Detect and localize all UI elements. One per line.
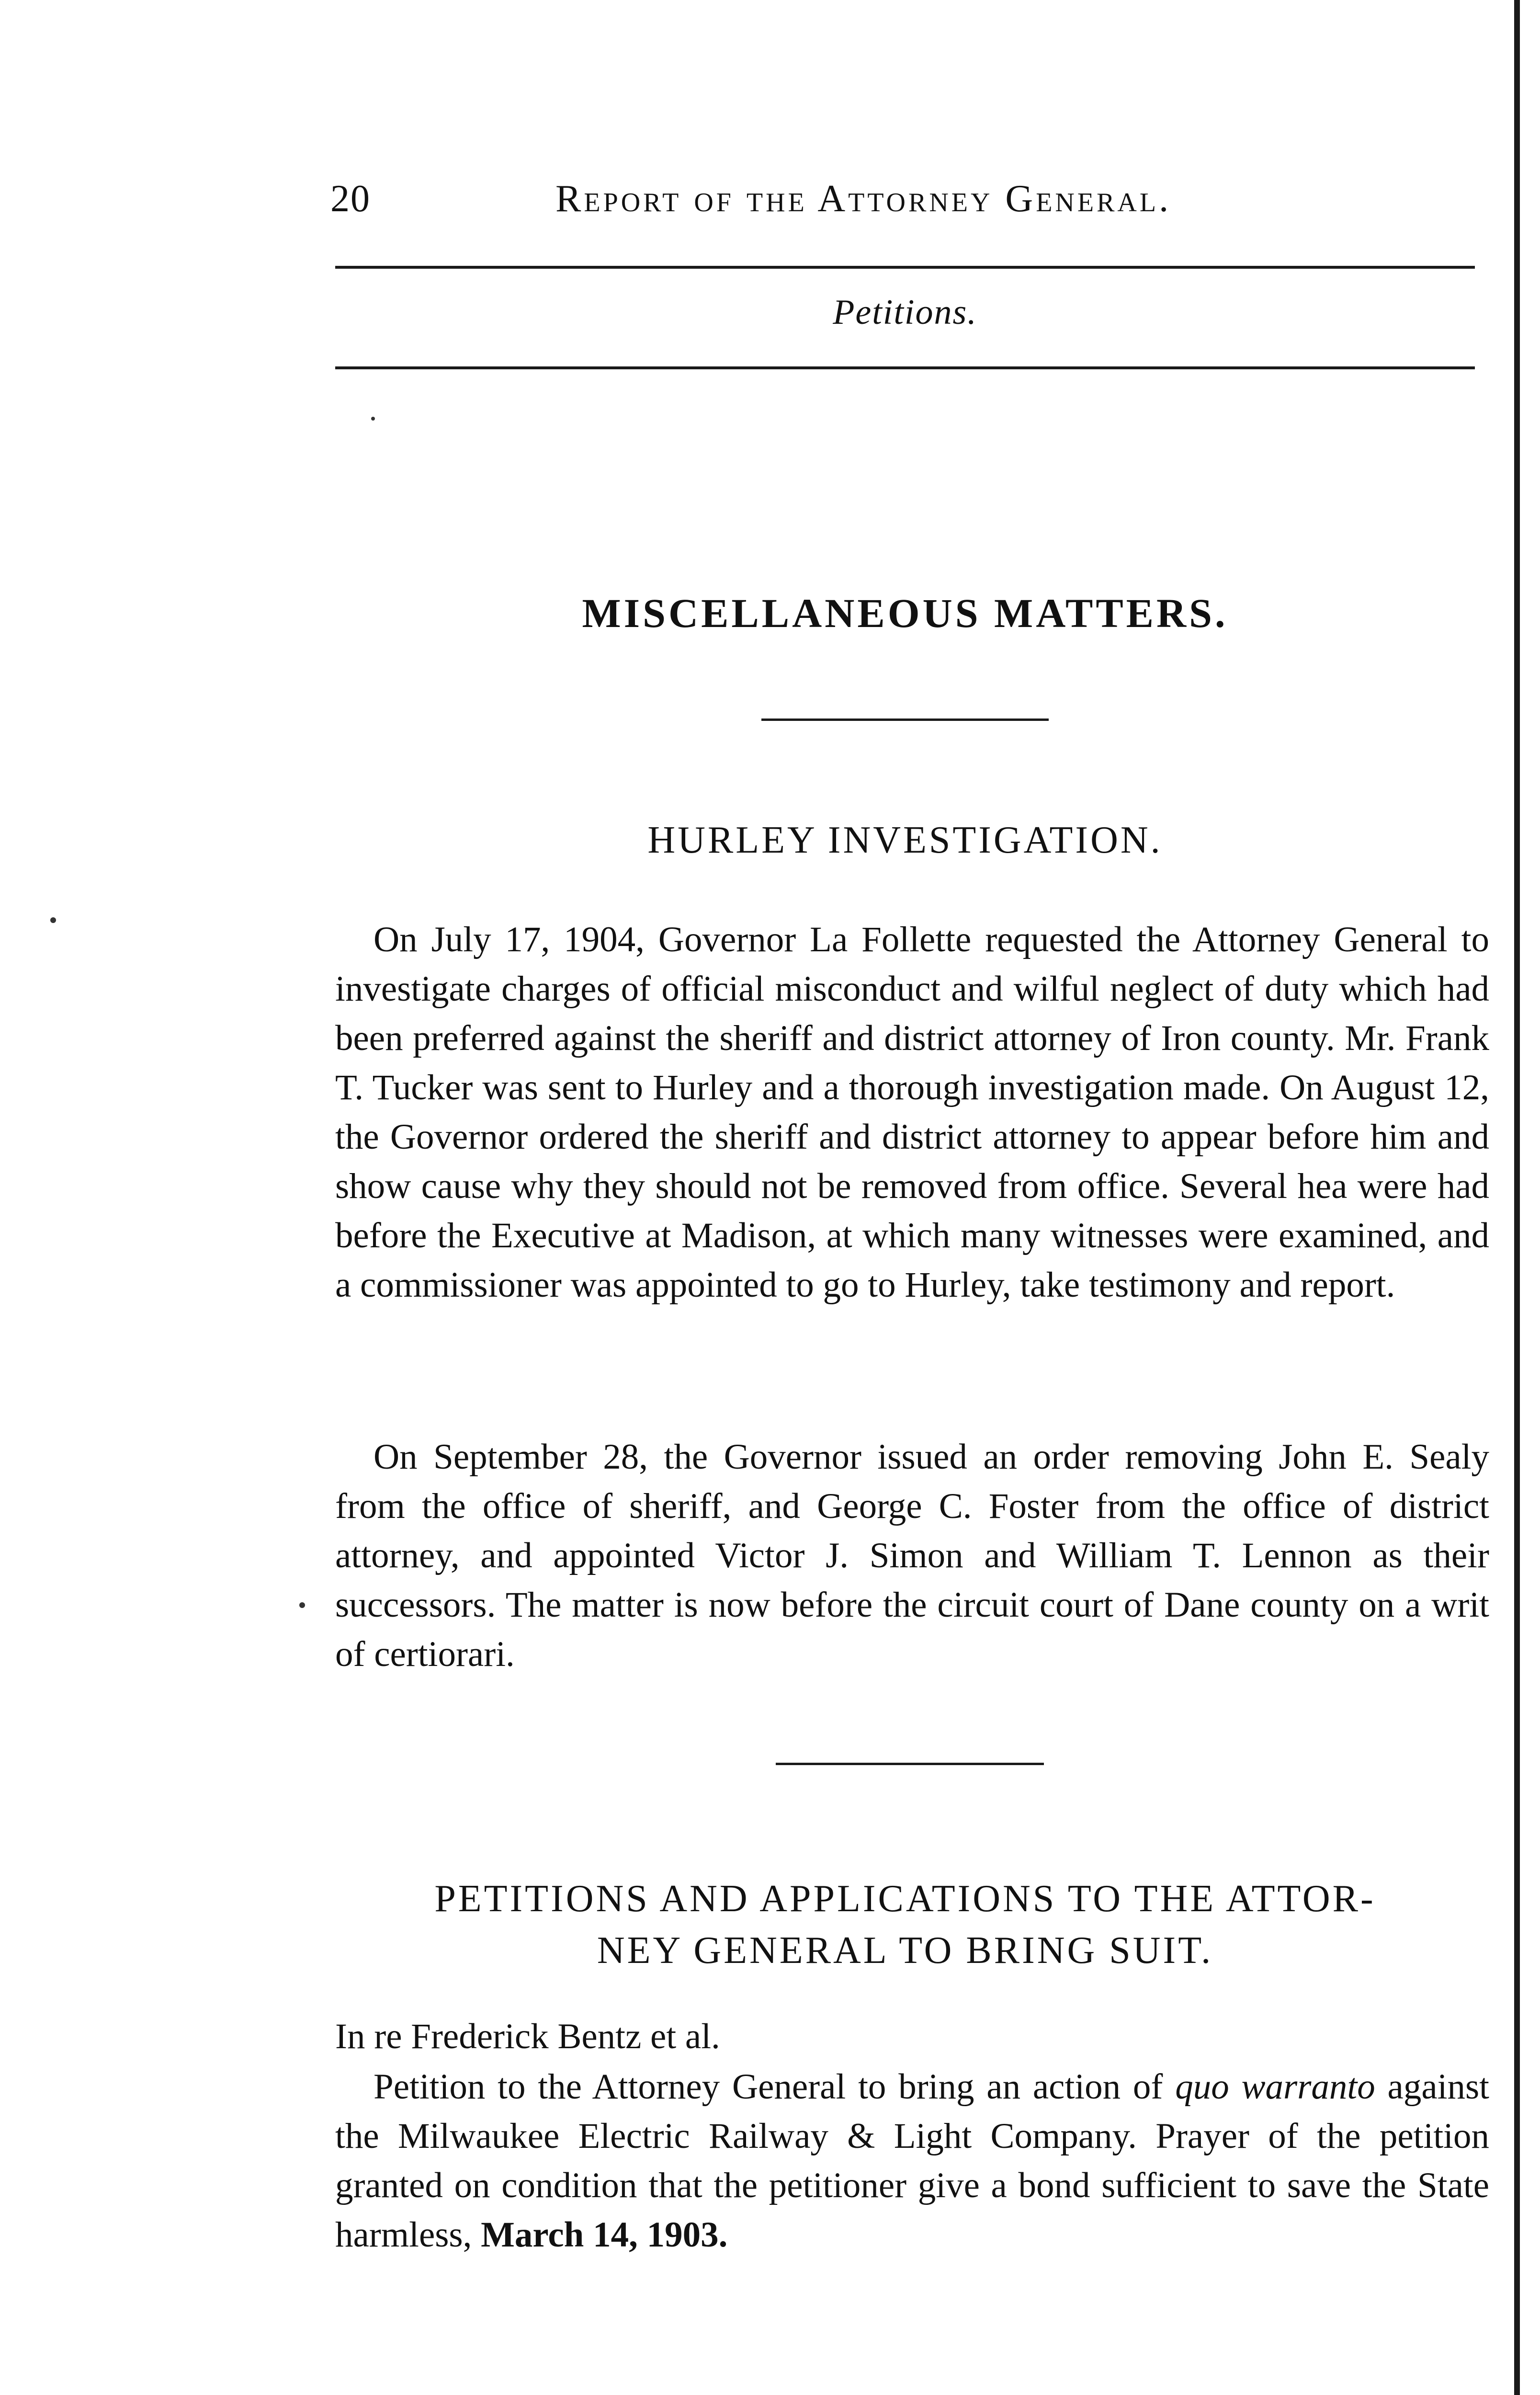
margin-speck — [50, 917, 56, 923]
header-rule-bottom — [335, 366, 1475, 369]
main-title: MISCELLANEOUS MATTERS. — [582, 590, 1228, 636]
petition-paragraph — [335, 2062, 1489, 2259]
petition-text-start: Petition to the Attorney General to bring an action of — [374, 2067, 1176, 2107]
petitions-heading — [335, 1873, 1475, 1976]
divider-rule — [776, 1763, 1044, 1765]
page-edge-border — [1514, 0, 1520, 2395]
page-number: 20 — [330, 178, 371, 220]
petitions-heading-line-1: PETITIONS AND APPLICATIONS TO THE ATTOR- — [434, 1878, 1376, 1920]
case-title: In re Frederick Bentz et al. — [335, 2017, 720, 2056]
margin-speck — [299, 1602, 305, 1608]
petitions-heading-line-2: NEY GENERAL TO BRING SUIT. — [597, 1929, 1213, 1972]
hurley-heading: HURLEY INVESTIGATION. — [647, 819, 1163, 861]
hurley-paragraph-2: On September 28, the Governor issued an order removing John E. Sealy from the office of sheriff, and George C. Foster from the office of district attorney, and appointed Victor J. Simon and William T. Lennon as their successors. The matter is now before the circuit court of Dane county on a writ of certiorari. — [335, 1437, 1489, 1674]
header-rule-top — [335, 266, 1475, 269]
hurley-paragraph-1: On July 17, 1904, Governor La Follette requested the Attorney General to investigate charges of official misconduct and wilful neglect of duty which had been preferred against the sheriff and district attorney of Iron county. Mr. Frank T. Tucker was sent to Hurley and a thorough investigation made. On August 12, the Governor ordered the sheriff and district attorney to appear before him and show cause why they should not be removed from office. Several hea were had before the Executive at Madison, at which many witnesses were examined, and a commissioner was appointed to go to Hurley, take testimony and report. — [335, 920, 1489, 1305]
section-head: Petitions. — [833, 293, 977, 332]
petition-date: March 14, 1903. — [481, 2215, 728, 2255]
running-head: Report of the Attorney General. — [555, 178, 1172, 220]
petition-text-end: against the Milwaukee Electric Railway & Light Company. Prayer of the petition granted on condition that the petitioner give a bond sufficient to save the State harmless, — [335, 2067, 1489, 2255]
quo-warranto-term: quo warranto — [1175, 2067, 1375, 2107]
divider-rule — [761, 718, 1049, 721]
margin-speck — [371, 417, 375, 421]
